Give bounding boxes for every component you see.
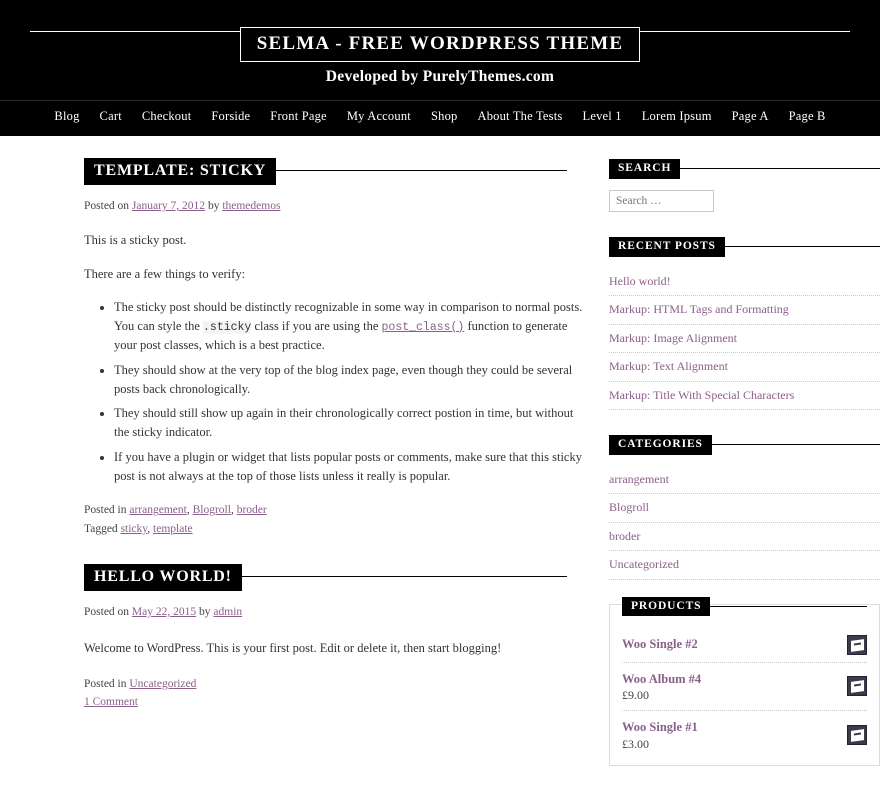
widget-recent-posts <box>609 236 880 410</box>
widget-head <box>609 158 880 178</box>
post-class-link[interactable]: post_class() <box>381 320 465 334</box>
nav-link-my-account[interactable]: My Account <box>346 109 411 123</box>
list-item[interactable] <box>609 466 880 494</box>
site-title-wrap <box>30 14 850 54</box>
posted-in-label: Posted in <box>84 504 127 517</box>
sidebar <box>585 136 880 790</box>
list-item[interactable] <box>622 663 867 712</box>
product-name-link[interactable]: Woo Single #1 <box>622 720 698 735</box>
category-link[interactable]: Uncategorized <box>129 677 197 690</box>
post-article <box>84 158 585 538</box>
nav-item[interactable] <box>781 107 834 126</box>
sticky-class-code: .sticky <box>203 320 252 334</box>
post-date-link[interactable]: May 22, 2015 <box>131 606 197 619</box>
nav-link-level-1[interactable]: Level 1 <box>582 109 622 123</box>
nav-list <box>46 107 833 126</box>
widget-categories <box>609 434 880 580</box>
post-content <box>84 639 585 658</box>
nav-item[interactable] <box>92 107 130 126</box>
list-item[interactable] <box>609 494 880 522</box>
widget-head <box>609 434 880 454</box>
nav-link-about-the-tests[interactable]: About The Tests <box>477 109 563 123</box>
entry-header <box>84 158 567 184</box>
widget-search <box>609 158 880 212</box>
post-author-link[interactable]: themedemos <box>222 200 281 212</box>
post-footer <box>84 675 585 712</box>
product-text <box>622 718 847 752</box>
category-link[interactable]: Blogroll <box>192 504 231 517</box>
nav-item[interactable] <box>423 107 466 126</box>
paragraph: Welcome to WordPress. This is your first post. Edit or delete it, then start blogging! <box>84 641 502 656</box>
list-item[interactable] <box>609 268 880 296</box>
by-label: by <box>207 200 220 212</box>
categories-list <box>609 466 880 580</box>
paragraph: There are a few things to verify: <box>84 266 246 281</box>
category-link[interactable]: arrangement <box>609 471 669 486</box>
product-name-link[interactable]: Woo Album #4 <box>622 671 702 686</box>
nav-link-checkout[interactable]: Checkout <box>141 109 192 123</box>
tag-link[interactable]: template <box>153 522 193 535</box>
list-item[interactable] <box>609 296 880 324</box>
post-tags-line: Tagged sticky, template <box>84 522 193 535</box>
tagged-label: Tagged <box>84 522 118 535</box>
post-title[interactable]: HELLO WORLD! <box>84 564 242 591</box>
nav-item[interactable] <box>339 107 419 126</box>
site-title[interactable]: SELMA - FREE WORDPRESS THEME <box>240 27 641 62</box>
product-thumbnail-icon <box>847 676 867 696</box>
list-item[interactable] <box>622 711 867 759</box>
product-text <box>622 670 847 704</box>
list-item: • If you have a plugin or widget that lists popular posts or comments, make sure that this sticky post is not always at the top of those lists unless it really is popular. <box>114 448 585 486</box>
category-link[interactable]: Uncategorized <box>609 557 679 572</box>
product-thumbnail-icon <box>847 725 867 745</box>
recent-posts-list <box>609 268 880 410</box>
post-categories-line <box>84 675 585 693</box>
category-link[interactable]: broder <box>609 528 641 543</box>
nav-link-front-page[interactable]: Front Page <box>270 109 327 123</box>
verify-list <box>84 298 585 485</box>
list-item <box>114 298 585 355</box>
site-description: Developed by PurelyThemes.com <box>325 68 555 85</box>
nav-item[interactable] <box>134 107 200 126</box>
product-name-link[interactable]: Woo Single #2 <box>622 637 698 652</box>
post-author-link[interactable]: admin <box>213 606 243 619</box>
widget-title-categories: CATEGORIES <box>609 435 712 455</box>
posted-on-label: Posted on <box>84 200 130 212</box>
list-item[interactable] <box>622 628 867 663</box>
bullet-text-post: function to generate your post classes, which is a best practice. <box>114 318 568 352</box>
nav-item[interactable] <box>203 107 258 126</box>
category-link[interactable]: arrangement <box>129 504 187 517</box>
nav-item[interactable] <box>634 107 720 126</box>
tag-link[interactable]: sticky <box>120 522 148 535</box>
nav-link-page-a[interactable]: Page A <box>731 109 769 123</box>
paragraph: This is a sticky post. <box>84 233 187 248</box>
nav-link-lorem-ipsum[interactable]: Lorem Ipsum <box>641 109 712 123</box>
widget-products <box>609 599 880 767</box>
widget-title-recent-posts: RECENT POSTS <box>609 237 725 257</box>
widget-head <box>622 596 867 616</box>
nav-link-blog[interactable]: Blog <box>54 109 80 123</box>
main-navigation <box>0 100 880 136</box>
nav-item[interactable] <box>469 107 570 126</box>
post-footer <box>84 501 585 538</box>
recent-post-link[interactable]: Markup: Text Alignment <box>609 359 728 374</box>
content-area <box>0 136 585 790</box>
list-item[interactable] <box>609 353 880 381</box>
list-item: • They should still show up again in their chronologically correct postion in time, but without the sticky indicator. <box>114 404 585 442</box>
product-text <box>622 635 847 654</box>
widget-title-search: SEARCH <box>609 159 680 179</box>
post-content <box>84 231 585 485</box>
post-meta <box>84 604 585 621</box>
nav-link-shop[interactable]: Shop <box>430 109 458 123</box>
nav-item[interactable] <box>262 107 335 126</box>
nav-item[interactable] <box>724 107 777 126</box>
by-label: by <box>199 606 211 619</box>
site-content <box>0 136 880 790</box>
list-item[interactable] <box>609 325 880 353</box>
search-input[interactable] <box>609 190 714 212</box>
comments-link[interactable]: 1 Comment <box>84 696 138 709</box>
bullet-text-pre: The sticky post should be distinctly recognizable in some way in comparison to normal posts. You can style the <box>114 300 583 333</box>
product-price: £9.00 <box>622 688 649 703</box>
recent-post-link[interactable]: Markup: HTML Tags and Formatting <box>609 302 789 317</box>
recent-post-link[interactable]: Hello world! <box>609 274 671 288</box>
product-price: £3.00 <box>622 737 649 752</box>
category-link[interactable]: Blogroll <box>609 500 650 515</box>
post-title[interactable]: TEMPLATE: STICKY <box>84 158 276 185</box>
posted-in-label: Posted in <box>84 677 127 690</box>
recent-post-link[interactable]: Markup: Title With Special Characters <box>609 387 795 402</box>
bullet-text-mid: class if you are using the <box>251 318 382 333</box>
post-comments-line <box>84 693 585 711</box>
category-link[interactable]: broder <box>236 504 267 517</box>
post-article <box>84 564 585 711</box>
nav-item[interactable] <box>46 107 87 126</box>
list-item[interactable] <box>609 523 880 551</box>
nav-link-forside[interactable]: Forside <box>211 109 251 123</box>
posted-on-label: Posted on <box>84 606 130 619</box>
post-categories-line: Posted in arrangement, Blogroll, broder <box>84 504 267 517</box>
widget-title-products: PRODUCTS <box>622 597 710 617</box>
entry-header <box>84 564 567 590</box>
post-date-link[interactable]: January 7, 2012 <box>131 200 206 212</box>
post-meta <box>84 198 585 215</box>
list-item[interactable] <box>609 551 880 579</box>
list-item: • They should show at the very top of the blog index page, even though they could be several posts back chronologically. <box>114 361 585 399</box>
nav-link-page-b[interactable]: Page B <box>788 109 826 123</box>
recent-post-link[interactable]: Markup: Image Alignment <box>609 330 737 345</box>
nav-item[interactable] <box>574 107 629 126</box>
list-item[interactable] <box>609 382 880 410</box>
site-header <box>0 0 880 136</box>
nav-link-cart[interactable]: Cart <box>99 109 122 123</box>
widget-head <box>609 236 880 256</box>
product-thumbnail-icon <box>847 635 867 655</box>
